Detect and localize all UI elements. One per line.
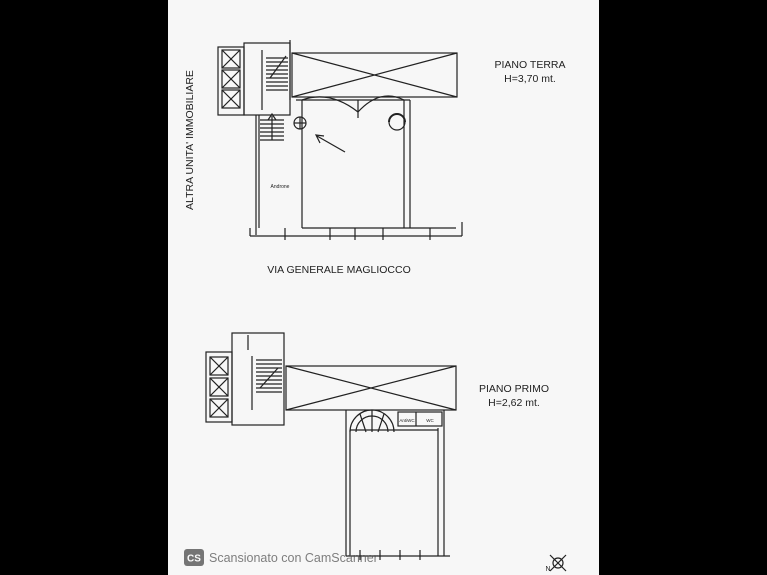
first-floor-height: H=2,62 mt. xyxy=(488,397,540,409)
antiwc-label: AntiWC xyxy=(399,418,415,423)
neighbor-unit-label: ALTRA UNITA' IMMOBILIARE xyxy=(184,70,196,210)
camscanner-watermark xyxy=(184,549,378,566)
first-floor-title: PIANO PRIMO xyxy=(478,383,550,395)
ground-floor-height: H=3,70 mt. xyxy=(504,73,556,85)
camscanner-logo: CS xyxy=(187,553,201,565)
androne-label: Androne xyxy=(270,184,290,190)
ground-floor-plan xyxy=(218,40,462,240)
street-name: VIA GENERALE MAGLIOCCO xyxy=(267,264,411,276)
compass-north-label: N xyxy=(545,566,551,573)
ground-floor-title: PIANO TERRA xyxy=(494,59,566,71)
first-floor-plan xyxy=(206,333,456,560)
compass-rose xyxy=(550,555,566,571)
camscanner-text: Scansionato con CamScanner xyxy=(209,551,378,565)
wc-label: WC xyxy=(426,418,434,423)
